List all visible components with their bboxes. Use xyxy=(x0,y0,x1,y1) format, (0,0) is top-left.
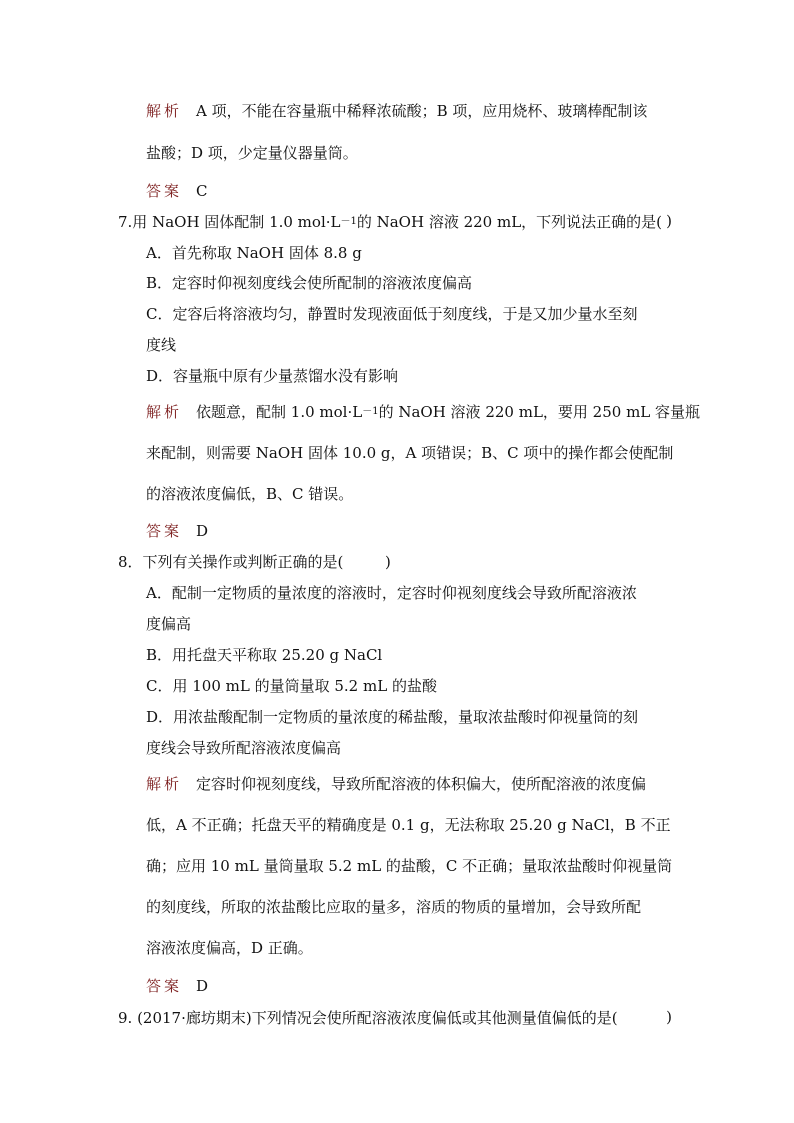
analysis-line: 确；应用 10 mL 量筒量取 5.2 mL 的盐酸，C 不正确；量取浓盐酸时仰视量筒 xyxy=(146,857,673,875)
answer-label: 答案 xyxy=(146,977,183,995)
option-a: A．配制一定物质的量浓度的溶液时，定容时仰视刻度线会导致所配溶液浓 xyxy=(146,584,637,602)
question-stem: 7.用 NaOH 固体配制 1.0 $mol\cdot L^{-1}$的 NaOH 溶液 220 mL，下列说法正确的是( xyxy=(118,213,663,231)
answer-line xyxy=(146,521,208,541)
analysis-line: 盐酸；D 项，少定量仪器量筒。 xyxy=(146,144,358,162)
analysis-label: 解析 xyxy=(146,102,183,120)
analysis-line: 低，A 不正确；托盘天平的精确度是 0.1 g，无法称取 25.20 g NaCl，B 不正 xyxy=(146,816,671,834)
analysis-line: 解析 A 项，不能在容量瓶中稀释浓硫酸；B 项，应用烧杯、玻璃棒配制该 xyxy=(146,102,648,120)
option-b: B．定容时仰视刻度线会使所配制的溶液浓度偏高 xyxy=(146,274,473,292)
option-b: B．用托盘天平称取 25.20 g NaCl xyxy=(146,646,383,664)
answer-line xyxy=(146,976,208,996)
analysis-line: 解析 定容时仰视刻度线，导致所配溶液的体积偏大，使所配溶液的浓度偏 xyxy=(146,775,647,793)
analysis-line: 解析 依题意，配制 1.0 $mol\cdot L^{-1}$的 NaOH 溶液 220 mL，要用 250 mL 容量瓶 xyxy=(146,403,701,421)
option-a: A．首先称取 NaOH 固体 8.8 g xyxy=(146,244,362,262)
answer-value: C xyxy=(196,182,208,200)
analysis-label: 解析 xyxy=(146,403,183,421)
question-stem: 9. (2017·廊坊期末)下列情况会使所配溶液浓度偏低或其他测量值偏低的是( xyxy=(118,1009,618,1027)
paren-close: ) xyxy=(666,1008,672,1026)
answer-value: D xyxy=(196,522,209,540)
option-d-cont: 度线会导致所配溶液浓度偏高 xyxy=(146,739,342,757)
option-a-cont: 度偏高 xyxy=(146,615,192,633)
answer-line xyxy=(146,181,208,201)
analysis-label: 解析 xyxy=(146,775,183,793)
option-d: D．用浓盐酸配制一定物质的量浓度的稀盐酸，量取浓盐酸时仰视量筒的刻 xyxy=(146,708,639,726)
option-c-cont: 度线 xyxy=(146,336,177,354)
answer-label: 答案 xyxy=(146,522,183,540)
option-c: C．定容后将溶液均匀，静置时发现液面低于刻度线，于是又加少量水至刻 xyxy=(146,305,638,323)
analysis-line: 的刻度线，所取的浓盐酸比应取的量多，溶质的物质的量增加，会导致所配 xyxy=(146,898,642,916)
paren-close: ) xyxy=(666,212,672,230)
option-c: C．用 100 mL 的量筒量取 5.2 mL 的盐酸 xyxy=(146,677,437,695)
answer-label: 答案 xyxy=(146,182,183,200)
paren-close: ) xyxy=(385,553,391,571)
analysis-line: 的溶液浓度偏低，B、C 错误。 xyxy=(146,485,354,503)
option-d: D．容量瓶中原有少量蒸馏水没有影响 xyxy=(146,367,399,385)
answer-value: D xyxy=(196,977,209,995)
analysis-line: 来配制，则需要 NaOH 固体 10.0 g，A 项错误；B、C 项中的操作都会使配制 xyxy=(146,444,674,462)
question-stem: 8．下列有关操作或判断正确的是( xyxy=(118,553,344,571)
analysis-line: 溶液浓度偏高，D 正确。 xyxy=(146,939,313,957)
